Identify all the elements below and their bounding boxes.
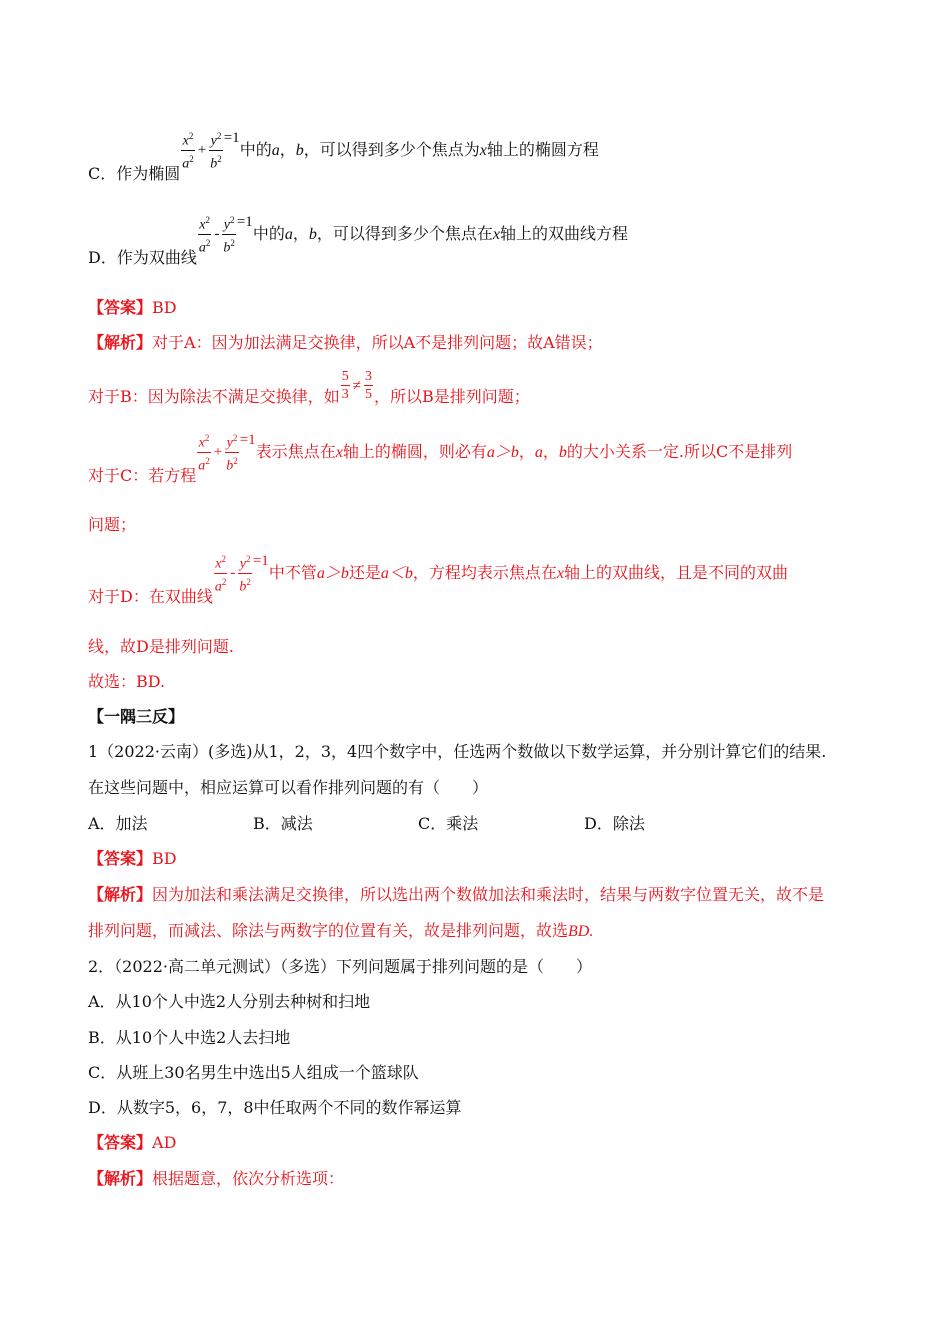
- q2-option-b: B．从10个人中选2人去扫地: [88, 1028, 291, 1047]
- ellipse-equation: $\frac{x^2}{a^2}$ + $\frac{y^2}{b^2}$ =1: [180, 128, 239, 172]
- hyperbola-equation-2: $\frac{x^2}{a^2}$ - $\frac{y^2}{b^2}$ =1: [213, 551, 269, 595]
- q1-line2: 在这些问题中，相应运算可以看作排列问题的有（ ）: [88, 778, 489, 797]
- q1-option-c: C．乘法: [418, 814, 479, 833]
- ellipse-equation-2: $\frac{x^2}{a^2}$ + $\frac{y^2}{b^2}$ =1: [196, 430, 255, 474]
- q1-solution-line1: 【解析】因为加法和乘法满足交换律，所以选出两个数做加法和乘法时，结果与两数字位置无关，故不是: [88, 885, 825, 904]
- option-d-line: D．作为双曲线 $\frac{x^2}{a^2}$ - $\frac{y^2}{b^2}$ =1中的a，b，可以得到多少个焦点在x轴上的双曲线方程: [88, 212, 628, 256]
- q2-answer: 【答案】AD: [88, 1133, 177, 1152]
- hyperbola-equation: $\frac{x^2}{a^2}$ - $\frac{y^2}{b^2}$ =1: [197, 212, 253, 256]
- fraction-inequality: $\frac{5}{3}$ ≠ $\frac{3}{5}$: [341, 369, 372, 402]
- solution-1-c-cont: 问题；: [88, 515, 137, 534]
- q1-answer: 【答案】BD: [88, 849, 177, 868]
- solution-1-final: 故选：BD.: [88, 672, 166, 691]
- solution-1-d: 对于D：在双曲线 $\frac{x^2}{a^2}$ - $\frac{y^2}{b^2}$ =1中不管a＞b还是a＜b，方程均表示焦点在x轴上的双曲线，且是不同的双曲: [88, 551, 788, 595]
- solution-1-c: 对于C：若方程 $\frac{x^2}{a^2}$ + $\frac{y^2}{b^2}$ =1表示焦点在x轴上的椭圆，则必有a＞b，a，b的大小关系一定.所以C不是排列: [88, 430, 792, 474]
- q2-line1: 2．（2022·高二单元测试）（多选）下列问题属于排列问题的是（ ）: [88, 957, 592, 976]
- q2-option-c: C．从班上30名男生中选出5人组成一个篮球队: [88, 1063, 419, 1082]
- q1-option-a: A．加法: [88, 814, 148, 833]
- q1-option-b: B．减法: [253, 814, 313, 833]
- q2-solution: 【解析】根据题意，依次分析选项：: [88, 1169, 345, 1188]
- q2-option-d: D．从数字5，6，7，8中任取两个不同的数作幂运算: [88, 1098, 462, 1117]
- solution-1-a: 【解析】对于A：因为加法满足交换律，所以A不是排列问题；故A错误；: [88, 333, 603, 352]
- option-d-prefix: D．作为双曲线: [88, 247, 197, 267]
- q1-option-d: D．除法: [584, 814, 645, 833]
- solution-1-b: 对于B：因为除法不满足交换律，如 $\frac{5}{3}$ ≠ $\frac{3}{5}$ ，所以B是排列问题；: [88, 369, 530, 406]
- q1-options: [88, 814, 848, 834]
- q1-solution-line2: 排列问题，而减法、除法与两数字的位置有关，故是排列问题，故选BD.: [88, 921, 594, 940]
- section-heading: 【一隅三反】: [88, 707, 185, 726]
- option-c-line: C．作为椭圆 $\frac{x^2}{a^2}$ + $\frac{y^2}{b^2}$ =1中的a，b，可以得到多少个焦点为x轴上的椭圆方程: [88, 128, 599, 172]
- q1-line1: 1（2022·云南）(多选)从1，2，3，4四个数字中，任选两个数做以下数学运算，并分别计算它们的结果.: [88, 742, 827, 761]
- option-c-prefix: C．作为椭圆: [88, 163, 181, 183]
- solution-1-d-cont: 线，故D是排列问题.: [88, 637, 234, 656]
- answer-1: 【答案】BD: [88, 298, 177, 317]
- q2-option-a: A．从10个人中选2人分别去种树和扫地: [88, 992, 371, 1011]
